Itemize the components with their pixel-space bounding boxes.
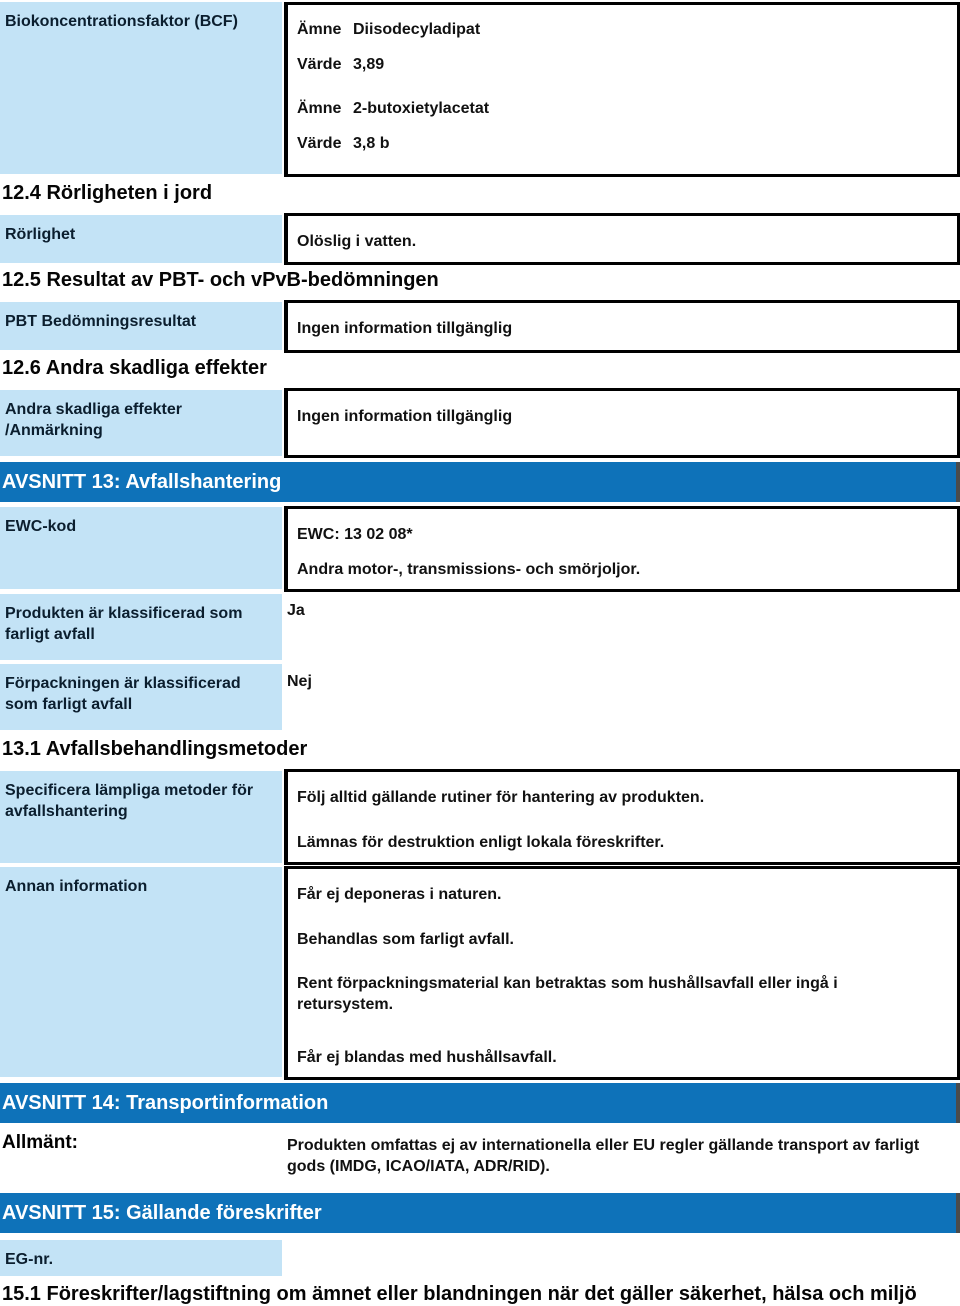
bcf-entry-2-substance: Ämne 2-butoxietylacetat xyxy=(297,100,490,117)
mobility-value-box xyxy=(284,213,960,265)
bcf-value-box xyxy=(284,2,960,177)
other-info-box xyxy=(284,866,960,1080)
ewc-description: Andra motor-, transmissions- och smörjoljor. xyxy=(297,561,641,578)
section-13-banner: AVSNITT 13: Avfallshantering xyxy=(0,462,960,502)
packaging-hazardous-label: Förpackningen är klassificerad som farligt avfall xyxy=(0,664,282,730)
hazardous-waste-value: Ja xyxy=(287,602,305,619)
transport-general-label: Allmänt: xyxy=(2,1132,78,1153)
pbt-value-box xyxy=(284,300,960,353)
section-15-banner: AVSNITT 15: Gällande föreskrifter xyxy=(0,1193,960,1233)
eg-number-label: EG-nr. xyxy=(0,1240,282,1276)
disposal-methods-label: Specificera lämpliga metoder för avfallshantering xyxy=(0,771,282,863)
heading-12-6: 12.6 Andra skadliga effekter xyxy=(2,357,267,379)
heading-15-1: 15.1 Föreskrifter/lagstiftning om ämnet eller blandningen när det gäller säkerhet, hälsa och miljö xyxy=(2,1283,917,1305)
packaging-hazardous-value: Nej xyxy=(287,673,312,690)
hazardous-waste-label: Produkten är klassificerad som farligt avfall xyxy=(0,594,282,660)
disposal-method-1: Följ alltid gällande rutiner för hantering av produkten. xyxy=(297,789,705,806)
other-effects-label: Andra skadliga effekter /Anmärkning xyxy=(0,390,282,456)
other-info-3: Rent förpackningsmaterial kan betraktas som hushållsavfall eller ingå i retursystem. xyxy=(297,975,838,1013)
other-info-4: Får ej blandas med hushållsavfall. xyxy=(297,1049,557,1066)
heading-13-1: 13.1 Avfallsbehandlingsmetoder xyxy=(2,738,308,760)
other-effects-value: Ingen information tillgänglig xyxy=(297,408,513,425)
disposal-methods-box xyxy=(284,769,960,865)
bcf-entry-1-value: Värde 3,89 xyxy=(297,56,385,73)
pbt-value: Ingen information tillgänglig xyxy=(297,320,513,337)
ewc-code: EWC: 13 02 08* xyxy=(297,526,413,543)
disposal-method-2: Lämnas för destruktion enligt lokala föreskrifter. xyxy=(297,834,665,851)
mobility-value: Olöslig i vatten. xyxy=(297,233,417,250)
pbt-label: PBT Bedömningsresultat xyxy=(0,302,282,350)
mobility-label: Rörlighet xyxy=(0,215,282,263)
heading-12-4: 12.4 Rörligheten i jord xyxy=(2,182,213,204)
ewc-value-box xyxy=(284,506,960,592)
bcf-entry-2-value: Värde 3,8 b xyxy=(297,135,390,152)
other-info-label: Annan information xyxy=(0,867,282,1077)
heading-12-5: 12.5 Resultat av PBT- och vPvB-bedömningen xyxy=(2,269,439,291)
bcf-label: Biokoncentrationsfaktor (BCF) xyxy=(0,2,282,174)
transport-general-value: Produkten omfattas ej av internationella eller EU regler gällande transport av farligt gods (IMDG, ICAO/IATA, ADR/RID). xyxy=(287,1137,920,1175)
bcf-entry-1-substance: Ämne Diisodecyladipat xyxy=(297,21,481,38)
other-effects-value-box xyxy=(284,388,960,458)
other-info-2: Behandlas som farligt avfall. xyxy=(297,931,514,948)
section-14-banner: AVSNITT 14: Transportinformation xyxy=(0,1083,960,1123)
ewc-label: EWC-kod xyxy=(0,507,282,589)
other-info-1: Får ej deponeras i naturen. xyxy=(297,886,502,903)
